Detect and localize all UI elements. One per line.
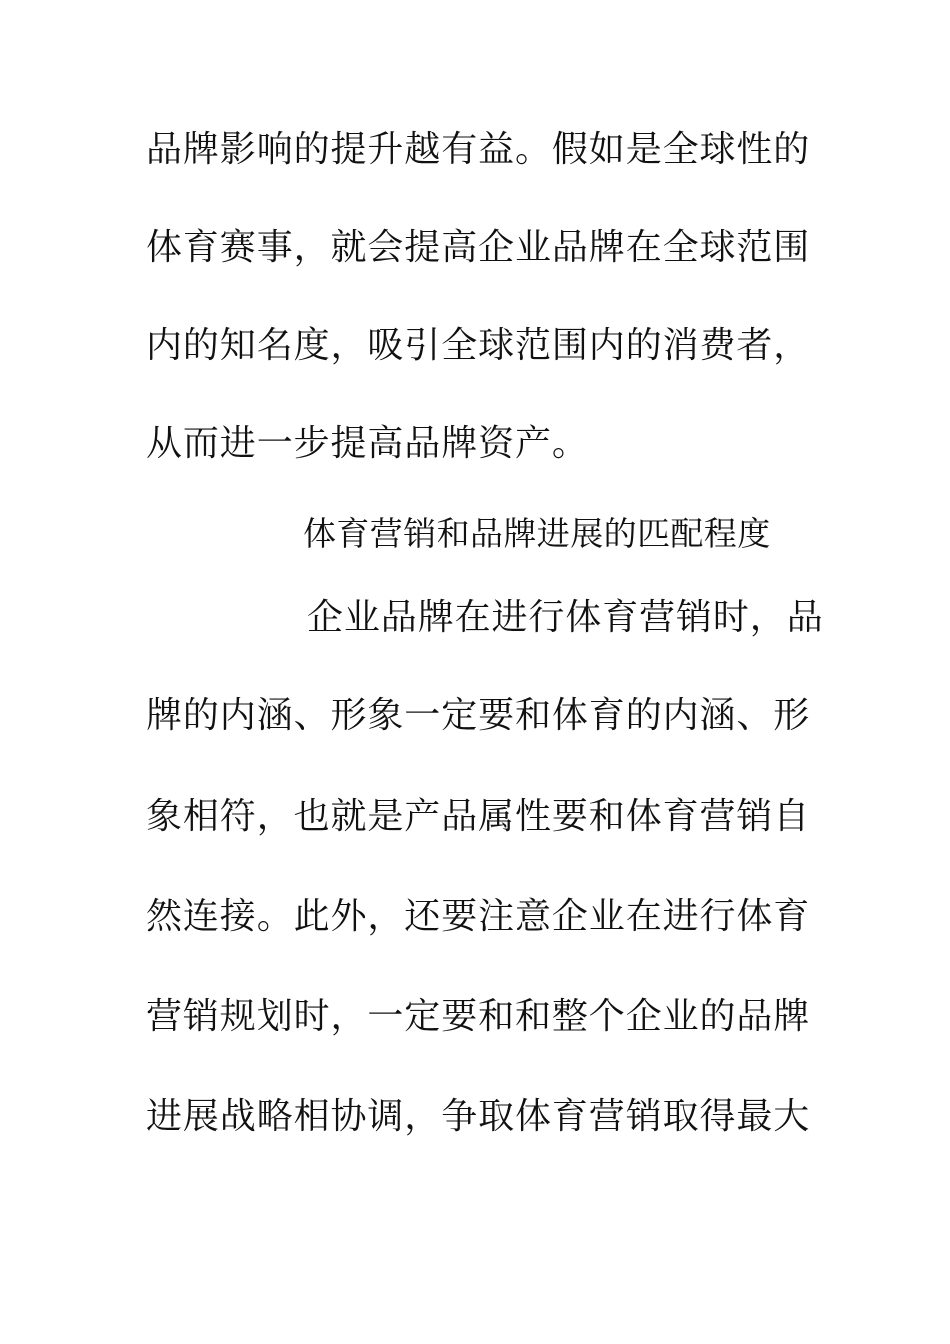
text-line: 然连接。此外，还要注意企业在进行体育: [146, 896, 811, 937]
text-line: 品牌影响的提升越有益。假如是全球性的: [146, 129, 811, 170]
text-line: 进展战略相协调，争取体育营销取得最大: [146, 1096, 811, 1137]
text-line: 企业品牌在进行体育营销时，品: [307, 597, 824, 638]
text-line: 牌的内涵、形象一定要和体育的内涵、形: [146, 695, 811, 736]
text-line: 内的知名度，吸引全球范围内的消费者，: [146, 325, 811, 366]
text-line: 体育赛事，就会提高企业品牌在全球范围: [146, 227, 811, 268]
text-line: 象相符，也就是产品属性要和体育营销自: [146, 796, 811, 837]
text-line: 从而进一步提高品牌资产。: [146, 423, 589, 464]
text-line: 营销规划时，一定要和和整个企业的品牌: [146, 996, 811, 1037]
section-heading: 体育营销和品牌进展的匹配程度: [303, 514, 771, 553]
